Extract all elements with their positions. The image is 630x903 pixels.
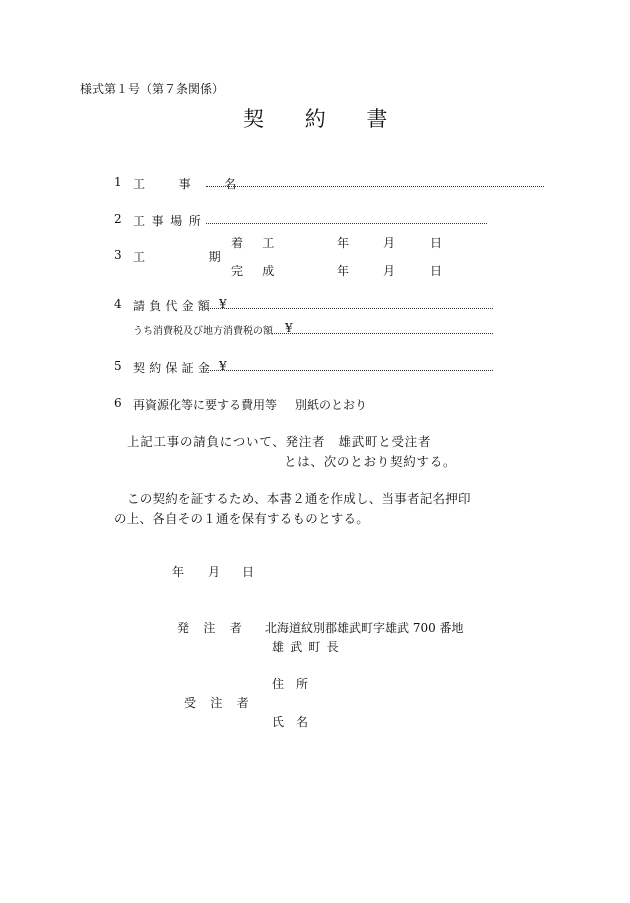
item-number: 3 bbox=[114, 248, 122, 262]
date-day: 日 bbox=[242, 565, 255, 579]
item-number: 5 bbox=[114, 359, 122, 373]
yen-symbol: ¥ bbox=[219, 359, 227, 373]
item-label: 再資源化等に要する費用等 bbox=[133, 398, 278, 412]
item-label: 工 事 名 bbox=[133, 177, 248, 191]
para2-line1: この契約を証するため、本書２通を作成し、当事者記名押印 bbox=[127, 491, 471, 506]
end-label: 完 成 bbox=[231, 264, 278, 278]
end-day: 日 bbox=[430, 264, 443, 278]
item-number: 4 bbox=[114, 297, 122, 311]
item-number: 6 bbox=[114, 396, 122, 410]
item-number: 1 bbox=[114, 175, 122, 189]
para2-line2: の上、各自その１通を保有するものとする。 bbox=[114, 511, 370, 526]
item-label: 請負代金額 bbox=[133, 299, 215, 313]
title-char-2: 約 bbox=[304, 107, 326, 131]
item-label: 工事場所 bbox=[133, 214, 208, 228]
construction-site-field[interactable] bbox=[206, 223, 487, 224]
para1-line1: 上記工事の請負について、発注者 雄武町と受注者 bbox=[127, 434, 432, 449]
item-number: 2 bbox=[114, 212, 122, 226]
tax-yen-symbol: ¥ bbox=[285, 321, 293, 335]
tax-label: うち消費税及び地方消費税の額 bbox=[133, 326, 273, 337]
date-year: 年 bbox=[172, 565, 185, 579]
date-month: 月 bbox=[208, 565, 221, 579]
yen-symbol: ¥ bbox=[219, 297, 227, 311]
para1-line2: とは、次のとおり契約する。 bbox=[284, 454, 457, 469]
title-char-1: 契 bbox=[243, 107, 264, 131]
item-label: 工 期 bbox=[133, 250, 234, 264]
orderer-address: 北海道紋別郡雄武町字雄武 700 番地 bbox=[265, 621, 464, 635]
contract-amount-field[interactable] bbox=[206, 308, 493, 309]
contractor-label: 受 注 者 bbox=[184, 696, 251, 710]
item-label: 契約保証金 bbox=[133, 361, 215, 375]
end-month: 月 bbox=[383, 264, 396, 278]
form-number: 様式第１号（第７条関係） bbox=[80, 82, 225, 96]
construction-name-field[interactable] bbox=[206, 186, 544, 187]
start-label: 着 工 bbox=[231, 236, 278, 250]
contract-deposit-field[interactable] bbox=[206, 370, 493, 371]
end-year: 年 bbox=[337, 264, 350, 278]
orderer-label: 発 注 者 bbox=[177, 621, 244, 635]
tax-amount-field[interactable] bbox=[272, 333, 493, 334]
start-day: 日 bbox=[430, 236, 443, 250]
title-char-3: 書 bbox=[366, 107, 388, 131]
contractor-address-label: 住 所 bbox=[272, 677, 309, 691]
contractor-name-label: 氏 名 bbox=[272, 715, 309, 729]
recycling-cost-value: 別紙のとおり bbox=[295, 398, 368, 412]
start-year: 年 bbox=[337, 236, 350, 250]
start-month: 月 bbox=[383, 236, 396, 250]
orderer-title: 雄 武 町 長 bbox=[272, 640, 340, 654]
document-title bbox=[243, 103, 387, 133]
